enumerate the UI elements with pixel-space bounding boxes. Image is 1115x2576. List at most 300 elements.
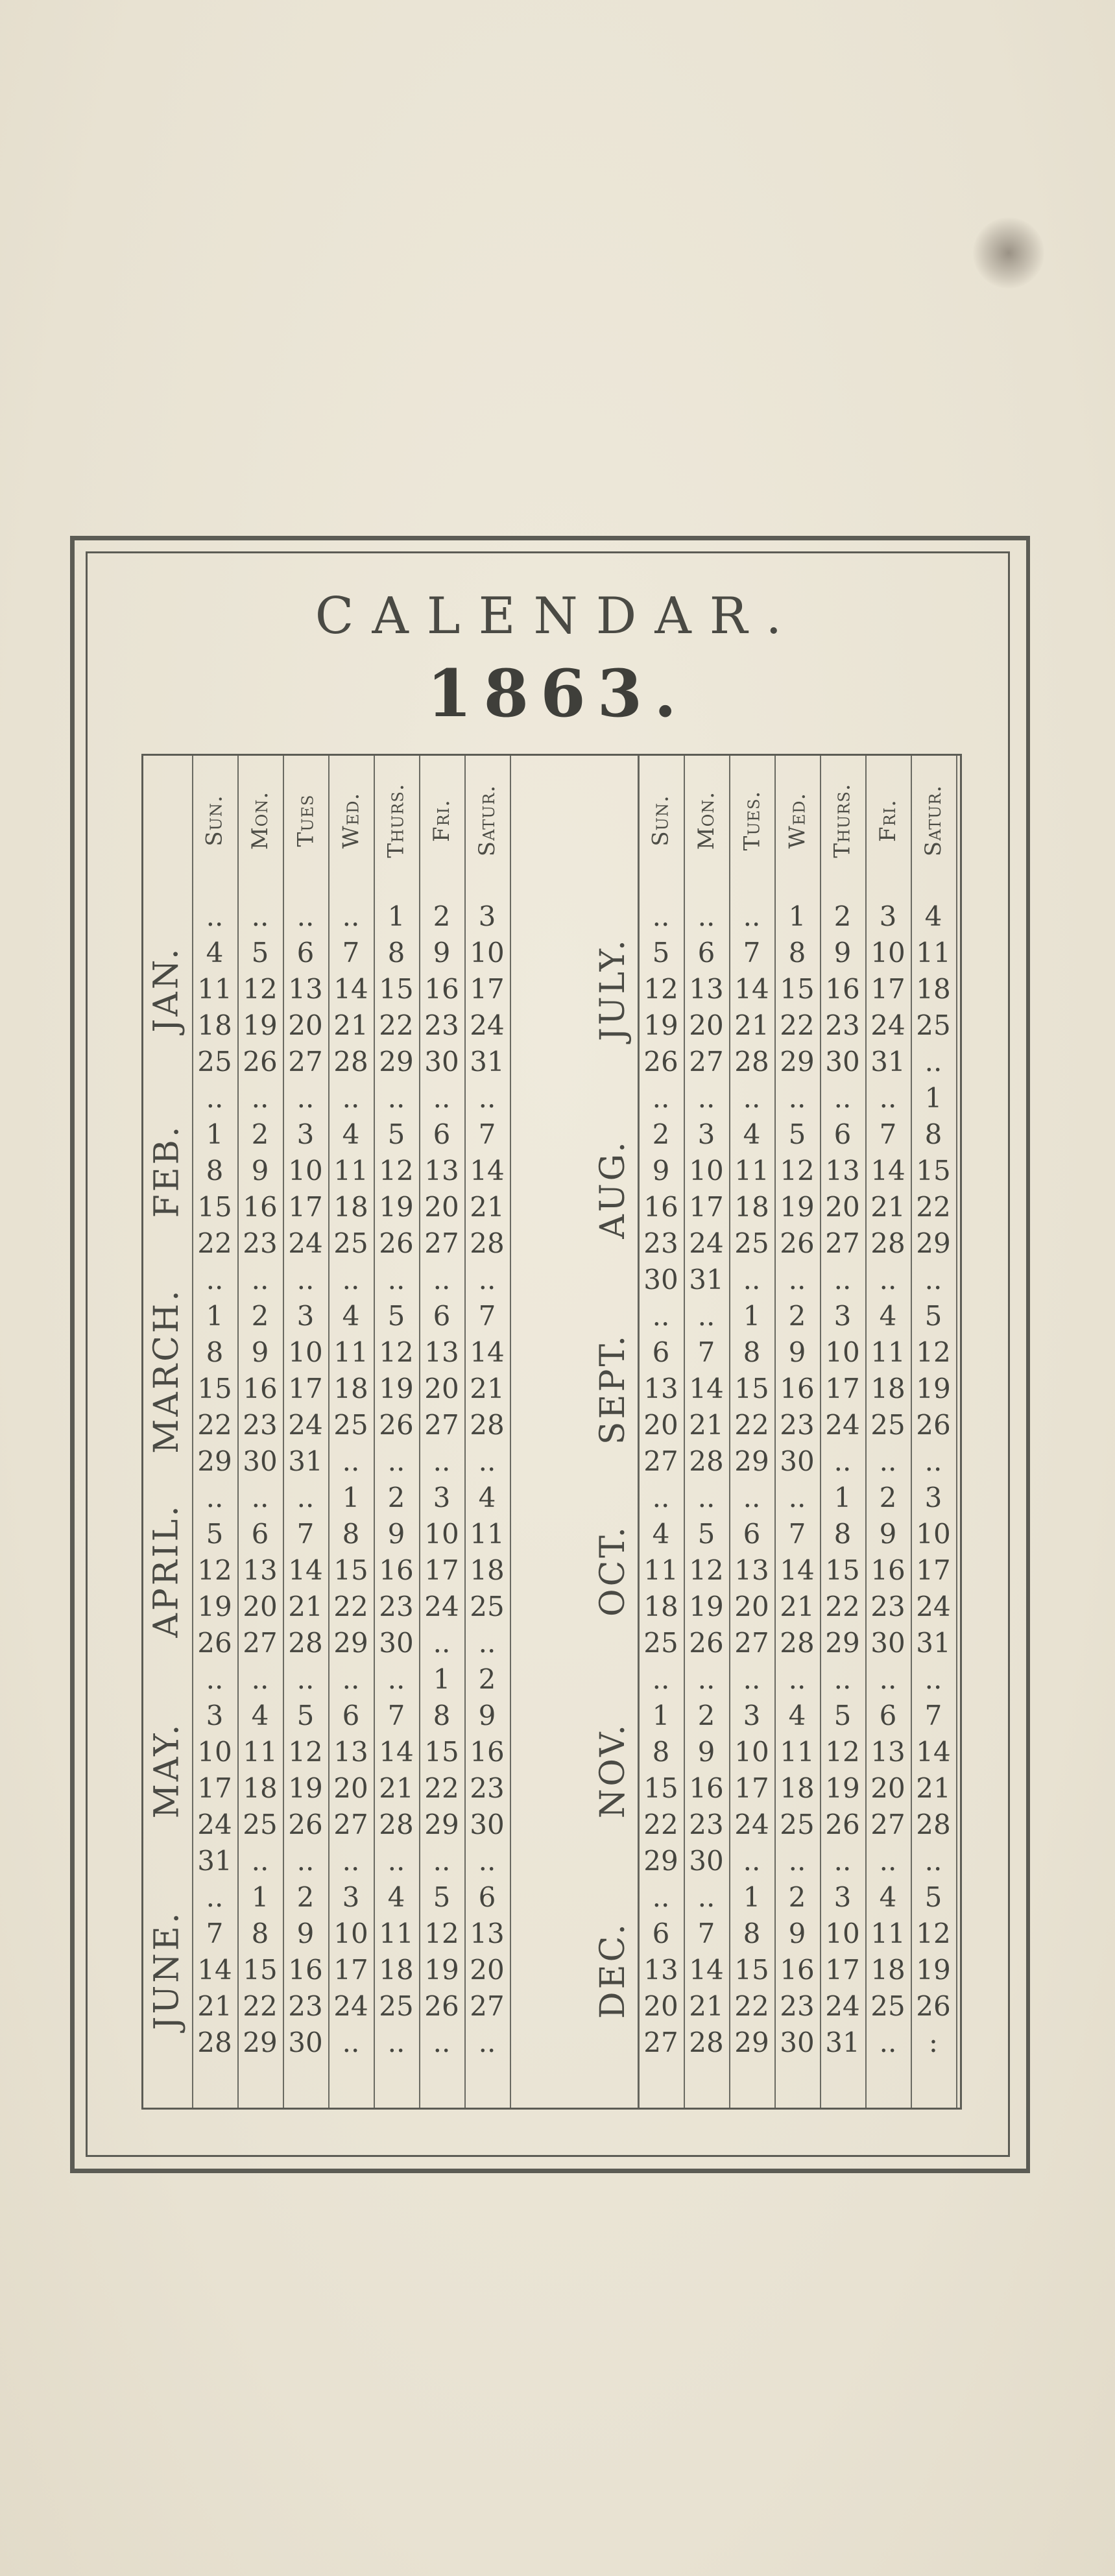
day-cell: 5 [296, 1700, 315, 1731]
day-cell: 4 [743, 1118, 761, 1150]
day-cell: 4 [206, 937, 224, 969]
day-cell: .. [296, 1663, 315, 1695]
day-cell: .. [788, 1845, 806, 1877]
day-cell: .. [342, 1845, 360, 1877]
day-cell: 15 [734, 1373, 769, 1404]
day-cell: 3 [296, 1118, 315, 1150]
day-cell: 25 [379, 1990, 414, 2022]
day-cell: 2 [788, 1300, 806, 1332]
day-cell: 4 [251, 1700, 269, 1731]
day-cell: 23 [825, 1009, 860, 1041]
day-cell: 10 [470, 937, 505, 969]
day-cell: 8 [743, 1918, 761, 1949]
day-cell: 17 [825, 1954, 860, 1986]
day-cell: 3 [342, 1881, 360, 1913]
day-cell: 19 [916, 1954, 951, 1986]
day-cell: .. [206, 1082, 224, 1114]
left-day-header [419, 759, 464, 882]
day-cell: 25 [197, 1046, 232, 1077]
month-name: JUNE. [147, 1910, 187, 2030]
day-cell: 1 [924, 1082, 942, 1114]
day-cell: 23 [243, 1409, 278, 1441]
day-cell: 8 [342, 1518, 360, 1550]
day-cell: .. [387, 2027, 405, 2058]
left-day-header [237, 759, 283, 882]
day-cell: 19 [243, 1009, 278, 1041]
day-cell: .. [833, 1663, 852, 1695]
day-cell: .. [924, 1845, 942, 1877]
month-name: FEB. [147, 1124, 186, 1218]
day-cell: 20 [689, 1009, 724, 1041]
day-cell: 29 [734, 1445, 769, 1477]
day-cell: .. [206, 900, 224, 932]
day-cell: 23 [780, 1990, 815, 2022]
day-cell: 23 [379, 1591, 414, 1622]
day-cell: 24 [288, 1409, 323, 1441]
day-cell: 4 [478, 1482, 496, 1513]
left-day-header [464, 759, 510, 882]
day-cell: 2 [879, 1482, 897, 1513]
day-header-label: Sun. [202, 795, 228, 847]
day-cell: 26 [243, 1046, 278, 1077]
day-cell: 4 [879, 1881, 897, 1913]
day-header-label: Tues. [739, 790, 765, 851]
day-cell: 13 [424, 1155, 459, 1186]
day-cell: 6 [342, 1700, 360, 1731]
day-cell: 13 [689, 973, 724, 1005]
day-cell: .. [788, 1663, 806, 1695]
left-month-label [144, 1661, 189, 1879]
day-cell: .. [788, 1482, 806, 1513]
month-name: MAY. [147, 1722, 186, 1819]
day-cell: 14 [870, 1155, 905, 1186]
day-cell: 25 [643, 1627, 678, 1659]
day-cell: 26 [197, 1627, 232, 1659]
day-cell: .. [206, 1881, 224, 1913]
left-month-label [144, 898, 189, 1080]
day-cell: 17 [470, 973, 505, 1005]
day-cell: 7 [697, 1918, 715, 1949]
day-cell: 13 [333, 1736, 368, 1768]
day-cell: 20 [643, 1409, 678, 1441]
day-cell: 10 [288, 1155, 323, 1186]
day-cell: 14 [689, 1954, 724, 1986]
day-cell: 15 [734, 1954, 769, 1986]
day-cell: 28 [734, 1046, 769, 1077]
day-cell: 14 [470, 1155, 505, 1186]
day-cell: : [928, 2027, 939, 2058]
day-cell: 1 [833, 1482, 852, 1513]
day-cell: 3 [697, 1118, 715, 1150]
day-cell: 17 [424, 1554, 459, 1586]
day-cell: 14 [780, 1554, 815, 1586]
day-cell: 3 [296, 1300, 315, 1332]
day-cell: 17 [689, 1191, 724, 1223]
day-cell: 1 [206, 1118, 224, 1150]
day-cell: 26 [643, 1046, 678, 1077]
day-cell: 12 [916, 1918, 951, 1949]
day-cell: 2 [833, 900, 852, 932]
day-cell: 29 [916, 1227, 951, 1259]
day-cell: 15 [825, 1554, 860, 1586]
day-cell: .. [478, 1445, 496, 1477]
left-month-label [144, 1879, 189, 2061]
day-cell: 5 [697, 1518, 715, 1550]
day-cell: 8 [743, 1336, 761, 1368]
day-cell: 24 [424, 1591, 459, 1622]
day-cell: .. [788, 1082, 806, 1114]
day-cell: .. [251, 1082, 269, 1114]
day-cell: 6 [697, 937, 715, 969]
day-cell: .. [387, 1082, 405, 1114]
day-cell: 29 [825, 1627, 860, 1659]
day-header-label: Satur. [474, 784, 500, 857]
day-cell: 19 [780, 1191, 815, 1223]
day-cell: 5 [652, 937, 670, 969]
day-cell: 23 [689, 1809, 724, 1840]
month-name: APRIL. [147, 1503, 187, 1638]
day-cell: .. [697, 1482, 715, 1513]
day-cell: .. [879, 1845, 897, 1877]
day-cell: 19 [197, 1591, 232, 1622]
day-cell: 11 [243, 1736, 278, 1768]
day-cell: 1 [387, 900, 405, 932]
day-cell: 29 [379, 1046, 414, 1077]
day-cell: 20 [424, 1191, 459, 1223]
day-cell: 3 [206, 1700, 224, 1731]
day-cell: 31 [689, 1264, 724, 1295]
left-day-header [328, 759, 374, 882]
left-month-label [144, 1080, 189, 1262]
day-cell: 30 [470, 1809, 505, 1840]
day-cell: 22 [379, 1009, 414, 1041]
day-cell: 8 [251, 1918, 269, 1949]
day-cell: 11 [870, 1918, 905, 1949]
day-cell: 18 [333, 1191, 368, 1223]
day-cell: 16 [470, 1736, 505, 1768]
day-header-label: Thurs. [830, 783, 856, 858]
day-cell: 25 [470, 1591, 505, 1622]
day-cell: 31 [825, 2027, 860, 2058]
day-cell: 21 [288, 1591, 323, 1622]
day-cell: 30 [288, 2027, 323, 2058]
day-cell: .. [478, 2027, 496, 2058]
right-day-header [638, 759, 684, 882]
day-cell: .. [833, 1445, 852, 1477]
day-cell: 4 [342, 1300, 360, 1332]
day-cell: .. [387, 1663, 405, 1695]
day-cell: 15 [197, 1373, 232, 1404]
day-cell: 26 [825, 1809, 860, 1840]
day-cell: .. [743, 900, 761, 932]
day-cell: 16 [288, 1954, 323, 1986]
day-cell: .. [652, 1300, 670, 1332]
day-cell: 31 [870, 1046, 905, 1077]
day-cell: 11 [916, 937, 951, 969]
day-cell: 6 [478, 1881, 496, 1913]
day-cell: .. [924, 1046, 942, 1077]
day-cell: 19 [379, 1191, 414, 1223]
day-cell: 9 [387, 1518, 405, 1550]
right-day-header [911, 759, 956, 882]
day-cell: 11 [734, 1155, 769, 1186]
day-cell: .. [697, 1663, 715, 1695]
day-cell: .. [833, 1264, 852, 1295]
day-cell: 21 [780, 1591, 815, 1622]
day-cell: 21 [734, 1009, 769, 1041]
day-cell: 14 [916, 1736, 951, 1768]
day-cell: 1 [433, 1663, 451, 1695]
right-day-header [865, 759, 911, 882]
day-cell: .. [879, 1445, 897, 1477]
day-cell: 9 [251, 1336, 269, 1368]
day-cell: 30 [825, 1046, 860, 1077]
day-cell: 24 [333, 1990, 368, 2022]
day-cell: 21 [470, 1191, 505, 1223]
day-cell: 20 [870, 1772, 905, 1804]
right-day-header [820, 759, 865, 882]
day-cell: 12 [197, 1554, 232, 1586]
day-cell: 3 [433, 1482, 451, 1513]
month-name: JULY. [593, 937, 632, 1042]
day-cell: 17 [288, 1373, 323, 1404]
day-cell: 22 [825, 1591, 860, 1622]
day-header-label: Satur. [920, 784, 946, 857]
day-cell: 6 [251, 1518, 269, 1550]
day-header-label: Mon. [247, 791, 274, 850]
day-cell: .. [433, 1264, 451, 1295]
day-cell: 18 [643, 1591, 678, 1622]
month-name: JAN. [147, 946, 187, 1033]
day-cell: .. [652, 1881, 670, 1913]
day-cell: 24 [916, 1591, 951, 1622]
day-cell: 5 [788, 1118, 806, 1150]
day-cell: 6 [433, 1118, 451, 1150]
day-cell: 6 [433, 1300, 451, 1332]
day-cell: 16 [780, 1373, 815, 1404]
day-cell: 15 [424, 1736, 459, 1768]
day-cell: 10 [197, 1736, 232, 1768]
day-cell: 13 [470, 1918, 505, 1949]
day-cell: 26 [288, 1809, 323, 1840]
day-cell: 7 [743, 937, 761, 969]
day-cell: 9 [833, 937, 852, 969]
day-cell: .. [342, 900, 360, 932]
day-cell: 29 [197, 1445, 232, 1477]
day-cell: 28 [916, 1809, 951, 1840]
day-cell: 1 [206, 1300, 224, 1332]
day-header-label: Fri. [874, 799, 901, 842]
day-cell: 20 [643, 1990, 678, 2022]
day-cell: .. [251, 1482, 269, 1513]
day-cell: 22 [424, 1772, 459, 1804]
day-cell: .. [833, 1082, 852, 1114]
day-cell: 1 [743, 1881, 761, 1913]
day-cell: 25 [916, 1009, 951, 1041]
day-cell: 23 [243, 1227, 278, 1259]
month-name: MARCH. [147, 1288, 186, 1454]
month-name: OCT. [593, 1524, 632, 1617]
day-cell: 23 [470, 1772, 505, 1804]
day-cell: 29 [243, 2027, 278, 2058]
day-cell: 18 [870, 1954, 905, 1986]
day-cell: 29 [333, 1627, 368, 1659]
day-cell: 27 [643, 1445, 678, 1477]
day-cell: 19 [288, 1772, 323, 1804]
right-column-line [956, 756, 957, 2108]
day-cell: 26 [379, 1227, 414, 1259]
day-cell: .. [478, 1627, 496, 1659]
month-name: NOV. [593, 1722, 632, 1819]
day-cell: 13 [734, 1554, 769, 1586]
day-cell: 28 [288, 1627, 323, 1659]
day-cell: .. [879, 1264, 897, 1295]
day-cell: 16 [689, 1772, 724, 1804]
day-cell: 15 [379, 973, 414, 1005]
day-cell: 3 [743, 1700, 761, 1731]
day-cell: 19 [379, 1373, 414, 1404]
day-cell: 1 [788, 900, 806, 932]
day-cell: 10 [424, 1518, 459, 1550]
day-cell: 27 [689, 1046, 724, 1077]
day-cell: 22 [243, 1990, 278, 2022]
day-cell: 27 [424, 1409, 459, 1441]
day-cell: .. [833, 1845, 852, 1877]
day-cell: 30 [689, 1845, 724, 1877]
day-cell: 20 [734, 1591, 769, 1622]
day-cell: 5 [206, 1518, 224, 1550]
day-cell: 19 [916, 1373, 951, 1404]
day-cell: 22 [780, 1009, 815, 1041]
day-cell: 31 [916, 1627, 951, 1659]
day-cell: 7 [478, 1300, 496, 1332]
day-cell: .. [296, 1082, 315, 1114]
day-cell: .. [251, 1663, 269, 1695]
day-cell: 7 [879, 1118, 897, 1150]
day-cell: .. [743, 1482, 761, 1513]
day-header-label: Fri. [428, 799, 455, 842]
day-cell: 9 [788, 1336, 806, 1368]
day-cell: 6 [743, 1518, 761, 1550]
day-cell: 2 [251, 1300, 269, 1332]
day-cell: 14 [470, 1336, 505, 1368]
day-cell: 22 [734, 1409, 769, 1441]
day-cell: 15 [643, 1772, 678, 1804]
day-cell: 12 [643, 973, 678, 1005]
day-cell: 12 [243, 973, 278, 1005]
day-cell: 9 [433, 937, 451, 969]
day-cell: 2 [788, 1881, 806, 1913]
day-cell: 20 [825, 1191, 860, 1223]
day-cell: 1 [342, 1482, 360, 1513]
day-cell: 12 [780, 1155, 815, 1186]
day-cell: 10 [916, 1518, 951, 1550]
day-cell: .. [879, 1663, 897, 1695]
day-cell: 16 [643, 1191, 678, 1223]
day-cell: 11 [197, 973, 232, 1005]
day-cell: 27 [424, 1227, 459, 1259]
day-cell: 8 [387, 937, 405, 969]
day-cell: 5 [433, 1881, 451, 1913]
day-cell: 21 [470, 1373, 505, 1404]
day-cell: 15 [243, 1954, 278, 1986]
day-cell: 29 [734, 2027, 769, 2058]
day-cell: 4 [879, 1300, 897, 1332]
day-cell: 7 [206, 1918, 224, 1949]
right-day-header [774, 759, 820, 882]
day-cell: 11 [870, 1336, 905, 1368]
day-cell: .. [342, 1082, 360, 1114]
day-cell: 9 [697, 1736, 715, 1768]
day-cell: 21 [689, 1409, 724, 1441]
calendar-title: CALENDAR. [315, 587, 800, 645]
day-cell: 1 [251, 1881, 269, 1913]
day-cell: 29 [780, 1046, 815, 1077]
day-cell: 2 [433, 900, 451, 932]
day-cell: .. [478, 1264, 496, 1295]
day-cell: 17 [197, 1772, 232, 1804]
month-name: AUG. [593, 1139, 632, 1239]
day-cell: 23 [870, 1591, 905, 1622]
day-cell: 25 [333, 1227, 368, 1259]
day-cell: .. [251, 900, 269, 932]
day-cell: 8 [433, 1700, 451, 1731]
day-cell: 20 [470, 1954, 505, 1986]
day-cell: .. [433, 1845, 451, 1877]
day-cell: 27 [333, 1809, 368, 1840]
day-cell: 1 [743, 1300, 761, 1332]
day-cell: 12 [825, 1736, 860, 1768]
day-cell: .. [652, 1082, 670, 1114]
day-cell: 8 [206, 1155, 224, 1186]
day-cell: 17 [916, 1554, 951, 1586]
day-cell: 11 [333, 1336, 368, 1368]
day-cell: 11 [643, 1554, 678, 1586]
day-cell: 4 [342, 1118, 360, 1150]
day-cell: 5 [924, 1881, 942, 1913]
day-cell: 16 [243, 1191, 278, 1223]
day-cell: 28 [379, 1809, 414, 1840]
day-cell: 10 [825, 1336, 860, 1368]
day-cell: .. [251, 1845, 269, 1877]
day-cell: 24 [870, 1009, 905, 1041]
day-cell: .. [433, 1627, 451, 1659]
day-cell: .. [652, 900, 670, 932]
day-cell: 9 [879, 1518, 897, 1550]
right-month-label [590, 898, 636, 1080]
day-header-label: Thurs. [383, 783, 409, 858]
day-cell: .. [433, 1445, 451, 1477]
calendar-year: 1863. [426, 655, 689, 732]
day-cell: 14 [288, 1554, 323, 1586]
day-cell: 10 [288, 1336, 323, 1368]
day-cell: 28 [470, 1227, 505, 1259]
ink-blot [973, 217, 1044, 289]
day-cell: 7 [788, 1518, 806, 1550]
day-cell: 14 [379, 1736, 414, 1768]
day-header-label: Mon. [693, 791, 720, 850]
day-cell: 17 [870, 973, 905, 1005]
day-cell: 20 [243, 1591, 278, 1622]
day-cell: 23 [780, 1409, 815, 1441]
day-cell: 14 [197, 1954, 232, 1986]
day-cell: 12 [288, 1736, 323, 1768]
day-cell: 26 [379, 1409, 414, 1441]
day-cell: .. [342, 1445, 360, 1477]
day-cell: 24 [689, 1227, 724, 1259]
right-month-label [590, 1661, 636, 1879]
day-cell: 26 [424, 1990, 459, 2022]
